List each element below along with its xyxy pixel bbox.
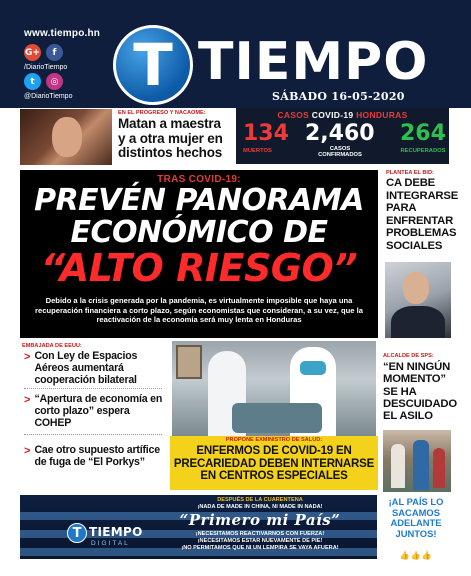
brief-text: Con Ley de Espacios Aéreos aumentará cooperación bilateral [34, 350, 138, 386]
arrow-right-icon: > [24, 394, 31, 406]
site-url[interactable]: www.tiempo.hn [24, 28, 101, 39]
google-plus-icon[interactable]: G+ [24, 44, 41, 61]
main-story-kicker: TRAS COVID-19: [157, 174, 241, 185]
feature-headline[interactable]: ENFERMOS DE COVID-19 EN PRECARIEDAD DEBEN INTERNARSE EN CENTROS ESPECIALES [173, 445, 375, 482]
social-row-twitter [24, 73, 63, 90]
top-story-headline[interactable]: Matan a maestra y a otra mujer en distintos hechos [118, 116, 223, 160]
top-story-kicker: EN EL PROGRESO Y NACAOME: [118, 110, 206, 116]
banner-line: ¡NECESITAMOS ESTAR NUEVAMENTE DE PIE! [197, 538, 323, 544]
briefs-kicker: EMBAJADA DE EEUU: [22, 343, 82, 349]
banner-slogan: “Primero mi País” [179, 511, 341, 529]
instagram-icon[interactable]: ◎ [46, 73, 63, 90]
twitter-handle[interactable]: @DiarioTiempo [24, 93, 73, 100]
right-story1-photo[interactable] [385, 262, 451, 338]
covid-cases-label: CASOS CONFIRMADOS [318, 146, 362, 158]
banner-logo-icon: T [67, 523, 87, 543]
main-headline-line1: PREVÉN PANORAMA [34, 183, 364, 218]
covid-title-prefix: CASOS [277, 110, 310, 120]
right-story2-kicker: ALCALDE DE SPS: [383, 353, 434, 359]
twitter-icon[interactable]: t [24, 73, 41, 90]
brief-item[interactable] [24, 394, 164, 429]
right-story1-kicker: PLANTEA EL BID: [386, 170, 434, 176]
facebook-handle[interactable]: /DiarioTiempo [24, 64, 68, 71]
banner-line: ¡NO PERMITAMOS QUE NI UN LEMPIRA SE VAYA AFUERA! [181, 545, 339, 551]
banner-logo-sub: DIGITAL [91, 540, 130, 547]
feature-photo[interactable] [172, 341, 376, 436]
brief-divider [24, 388, 162, 389]
right-story1-headline[interactable]: CA DEBE INTEGRARSE PARA ENFRENTAR PROBLEMAS SOCIALES [386, 177, 459, 252]
arrow-right-icon: > [24, 445, 31, 457]
photo-figure [391, 444, 405, 488]
facebook-icon[interactable]: f [46, 44, 63, 61]
photo-figure [433, 448, 445, 488]
wall-picture [176, 345, 202, 379]
banner-subtitle: DESPUÉS DE LA CUARENTENA [217, 497, 303, 503]
cta-text: ¡AL PAÍS LO SACAMOS ADELANTE JUNTOS! [388, 496, 444, 539]
main-headline-line3: “ALTO RIESGO” [40, 246, 358, 290]
covid-recovered-count: 264 [400, 121, 446, 146]
speaker-head [403, 272, 429, 304]
covid-recovered-label: RECUPERADOS [400, 148, 446, 154]
thumbs-up-icon: 👍👍👍 [399, 551, 433, 560]
face-mask [300, 361, 326, 375]
arrow-right-icon: > [24, 351, 31, 363]
issue-date: SÁBADO 16-05-2020 [272, 90, 405, 103]
covid-deaths-label: MUERTOS [243, 148, 272, 154]
covid-deaths-count: 134 [243, 121, 289, 146]
feature-kicker: PROPONE EXMINISTRO DE SALUD: [225, 437, 323, 443]
brief-text: Cae otro supuesto artífice de fuga de “El Porkys” [34, 444, 160, 468]
covid-title-suffix: HONDURAS [356, 110, 408, 120]
banner-line: ¡NECESITAMOS REACTIVARNOS CON FUERZA! [195, 531, 325, 537]
brief-text: “Apertura de economía en corto plazo” espera COHEP [34, 393, 163, 429]
logo-letter: T [133, 31, 173, 99]
banner-logo-word: TIEMPO [89, 525, 143, 539]
brief-divider [24, 434, 162, 435]
logo-wordmark: TIEMPO [198, 32, 429, 92]
brief-item[interactable] [24, 445, 164, 469]
covid-title-highlight: COVID-19 [311, 110, 354, 120]
photo-figure [413, 440, 429, 490]
speaker-body [391, 306, 445, 338]
banner-made-in: ¡NADA DE MADE IN CHINA, NI MADE IN NADA! [197, 504, 323, 510]
social-row-facebook [24, 44, 63, 61]
main-headline-line2: ECONÓMICO DE [70, 215, 328, 250]
hospital-bed [232, 403, 322, 433]
brief-item[interactable] [24, 351, 164, 386]
covid-cases-count: 2,460 [305, 121, 375, 146]
covid-title [236, 110, 449, 120]
portrait-face [52, 117, 82, 157]
main-story-deck: Debido a la crisis generada por la pandemia, es virtualmente imposible que haya una recuperación financiera a corto plazo, según economistas que consideran, a su vez, que la reactivación de la economía será muy lenta en Honduras [35, 296, 363, 325]
right-story2-photo[interactable] [383, 430, 451, 492]
right-story2-headline[interactable]: “EN NINGÚN MOMENTO” SE HA DESCUIDADO EL ASILO [383, 361, 457, 423]
top-story-photo[interactable] [20, 109, 112, 165]
